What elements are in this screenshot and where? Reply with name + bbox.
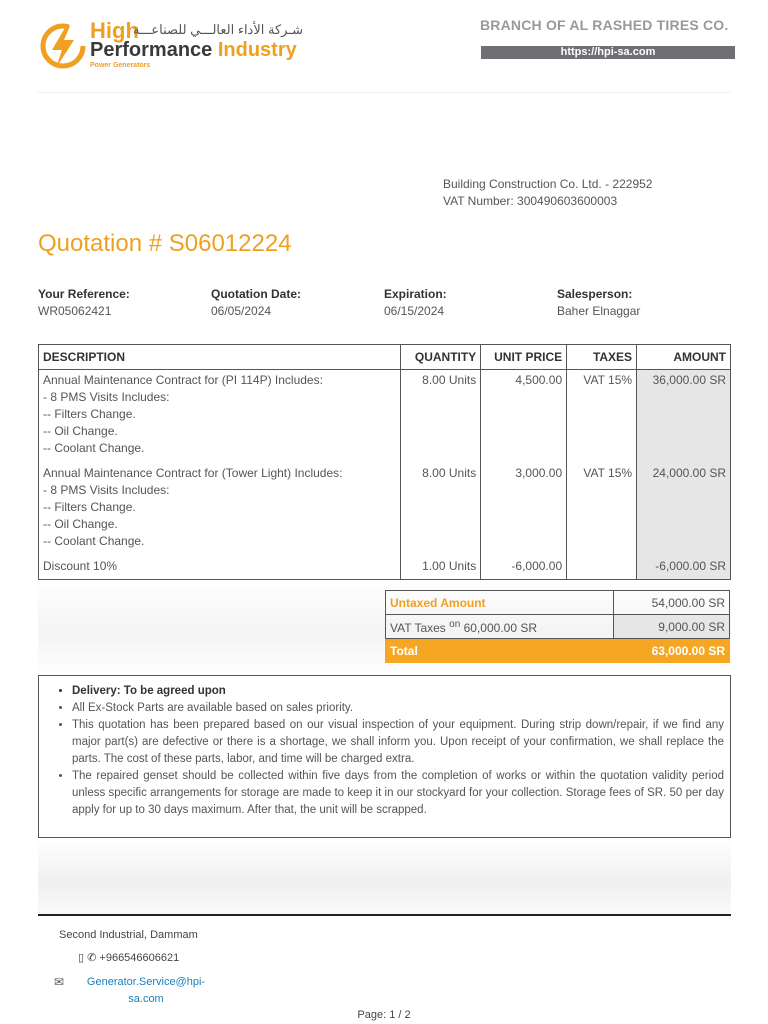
company-name: BRANCH OF AL RASHED TIRES CO.: [480, 17, 729, 33]
partner-vat: VAT Number: 300490603600003: [443, 194, 618, 208]
total-label: Total: [386, 639, 614, 663]
description-line: -- Coolant Change.: [43, 441, 145, 455]
totals-table: [385, 590, 730, 663]
tax-label: VAT Taxes: [390, 620, 446, 635]
row-amount: 24,000.00 SR: [637, 463, 731, 556]
col-taxes: TAXES: [567, 345, 637, 370]
expiration-label: Expiration:: [384, 287, 447, 301]
tax-row: [386, 615, 730, 639]
total-row: [386, 639, 730, 663]
quotation-lines-table: [38, 344, 731, 580]
info-date: [211, 286, 301, 320]
table-header-row: [39, 345, 731, 370]
row-quantity: 8.00 Units: [401, 370, 481, 464]
description-line: -- Coolant Change.: [43, 534, 145, 548]
row-amount: -6,000.00 SR: [637, 556, 731, 580]
tax-value: 9,000.00 SR: [614, 615, 730, 639]
tax-base: 60,000.00 SR: [463, 620, 538, 635]
logo-performance: Performance: [90, 39, 213, 61]
footer-address: Second Industrial, Dammam: [59, 929, 198, 941]
reference-value: WR05062421: [38, 304, 112, 318]
col-quantity: QUANTITY: [401, 345, 481, 370]
row-quantity: 1.00 Units: [401, 556, 481, 580]
bottom-background: [38, 838, 731, 914]
date-label: Quotation Date:: [211, 287, 301, 301]
info-salesperson: [557, 286, 640, 320]
header-divider: [38, 92, 730, 93]
terms-notes: [38, 675, 731, 838]
row-quantity: 8.00 Units: [401, 463, 481, 556]
note-item: • Delivery: To be agreed upon: [72, 683, 724, 700]
description-line: Annual Maintenance Contract for (Tower Light) Includes:: [43, 466, 343, 480]
footer-email[interactable]: Generator.Service@hpi-sa.com: [86, 976, 206, 1005]
footer-phone-row: [78, 951, 179, 964]
page-number: Page: 1 / 2: [357, 1009, 411, 1021]
envelope-icon: ✉: [54, 975, 65, 989]
tax-on: on: [449, 618, 461, 630]
description-line: Annual Maintenance Contract for (PI 114P) Includes:: [43, 373, 323, 387]
table-row: [39, 370, 731, 464]
logo-performance-industry: [90, 40, 297, 60]
note-item: • This quotation has been prepared based on our visual inspection of your equipment. During strip down/repair, if we find any major part(s) are defective or there is a shortage, we shall inform you. Upon receipt of your confirmation, we shall replace the parts. The cost of these parts, labor, and time will be charged extra.: [72, 717, 724, 768]
footer-divider: [38, 914, 731, 916]
col-description: DESCRIPTION: [39, 345, 401, 370]
footer-phone[interactable]: +966546606621: [99, 952, 180, 964]
info-expiration: [384, 286, 447, 320]
expiration-value: 06/15/2024: [384, 304, 445, 318]
row-taxes: [567, 556, 637, 580]
untaxed-value: 54,000.00 SR: [614, 591, 730, 615]
row-taxes: VAT 15%: [567, 370, 637, 464]
whatsapp-icon: ✆: [87, 952, 97, 964]
row-description: [39, 370, 401, 464]
description-line: -- Filters Change.: [43, 500, 136, 514]
note-item: • The repaired genset should be collected within five days from the completion of works or within the quotation validity period unless specific arrangements for storage are made to keep it in our stockyard for your collection. Storage fees of SR. 50 per day apply for up to 30 days maximum. After that, the unit will be scrapped.: [72, 768, 724, 819]
total-value: 63,000.00 SR: [614, 639, 730, 663]
description-line: - 8 PMS Visits Includes:: [43, 390, 170, 404]
table-row: [39, 463, 731, 556]
untaxed-label: Untaxed Amount: [386, 591, 614, 615]
logo-arabic: شـركة الأداء العالـــي للصناعـــة: [133, 22, 304, 37]
col-unit-price: UNIT PRICE: [481, 345, 567, 370]
row-unit-price: 4,500.00: [481, 370, 567, 464]
note-item: • All Ex-Stock Parts are available based on sales priority.: [72, 700, 724, 717]
description-line: -- Oil Change.: [43, 517, 118, 531]
description-line: -- Filters Change.: [43, 407, 136, 421]
row-amount: 36,000.00 SR: [637, 370, 731, 464]
info-reference: [38, 286, 130, 320]
tax-label-cell: [386, 615, 614, 639]
row-description: [39, 463, 401, 556]
table-row: [39, 556, 731, 580]
row-taxes: VAT 15%: [567, 463, 637, 556]
salesperson-value: Baher Elnaggar: [557, 304, 641, 318]
partner-name: Building Construction Co. Ltd. - 222952: [443, 177, 653, 191]
row-description: Discount 10%: [39, 556, 401, 580]
logo-high: High: [90, 18, 139, 43]
page-title: Quotation # S06012224: [38, 230, 292, 257]
phone-icon: ▯: [78, 952, 85, 964]
salesperson-label: Salesperson:: [557, 287, 633, 301]
website-link[interactable]: https://hpi-sa.com: [481, 46, 735, 59]
row-unit-price: 3,000.00: [481, 463, 567, 556]
logo-subtitle: Power Generators: [90, 62, 151, 69]
logo-industry: Industry: [217, 39, 297, 61]
reference-label: Your Reference:: [38, 287, 130, 301]
untaxed-row: [386, 591, 730, 615]
description-line: - 8 PMS Visits Includes:: [43, 483, 170, 497]
col-amount: AMOUNT: [637, 345, 731, 370]
description-line: -- Oil Change.: [43, 424, 118, 438]
date-value: 06/05/2024: [211, 304, 272, 318]
partner-address: [443, 176, 652, 210]
row-unit-price: -6,000.00: [481, 556, 567, 580]
